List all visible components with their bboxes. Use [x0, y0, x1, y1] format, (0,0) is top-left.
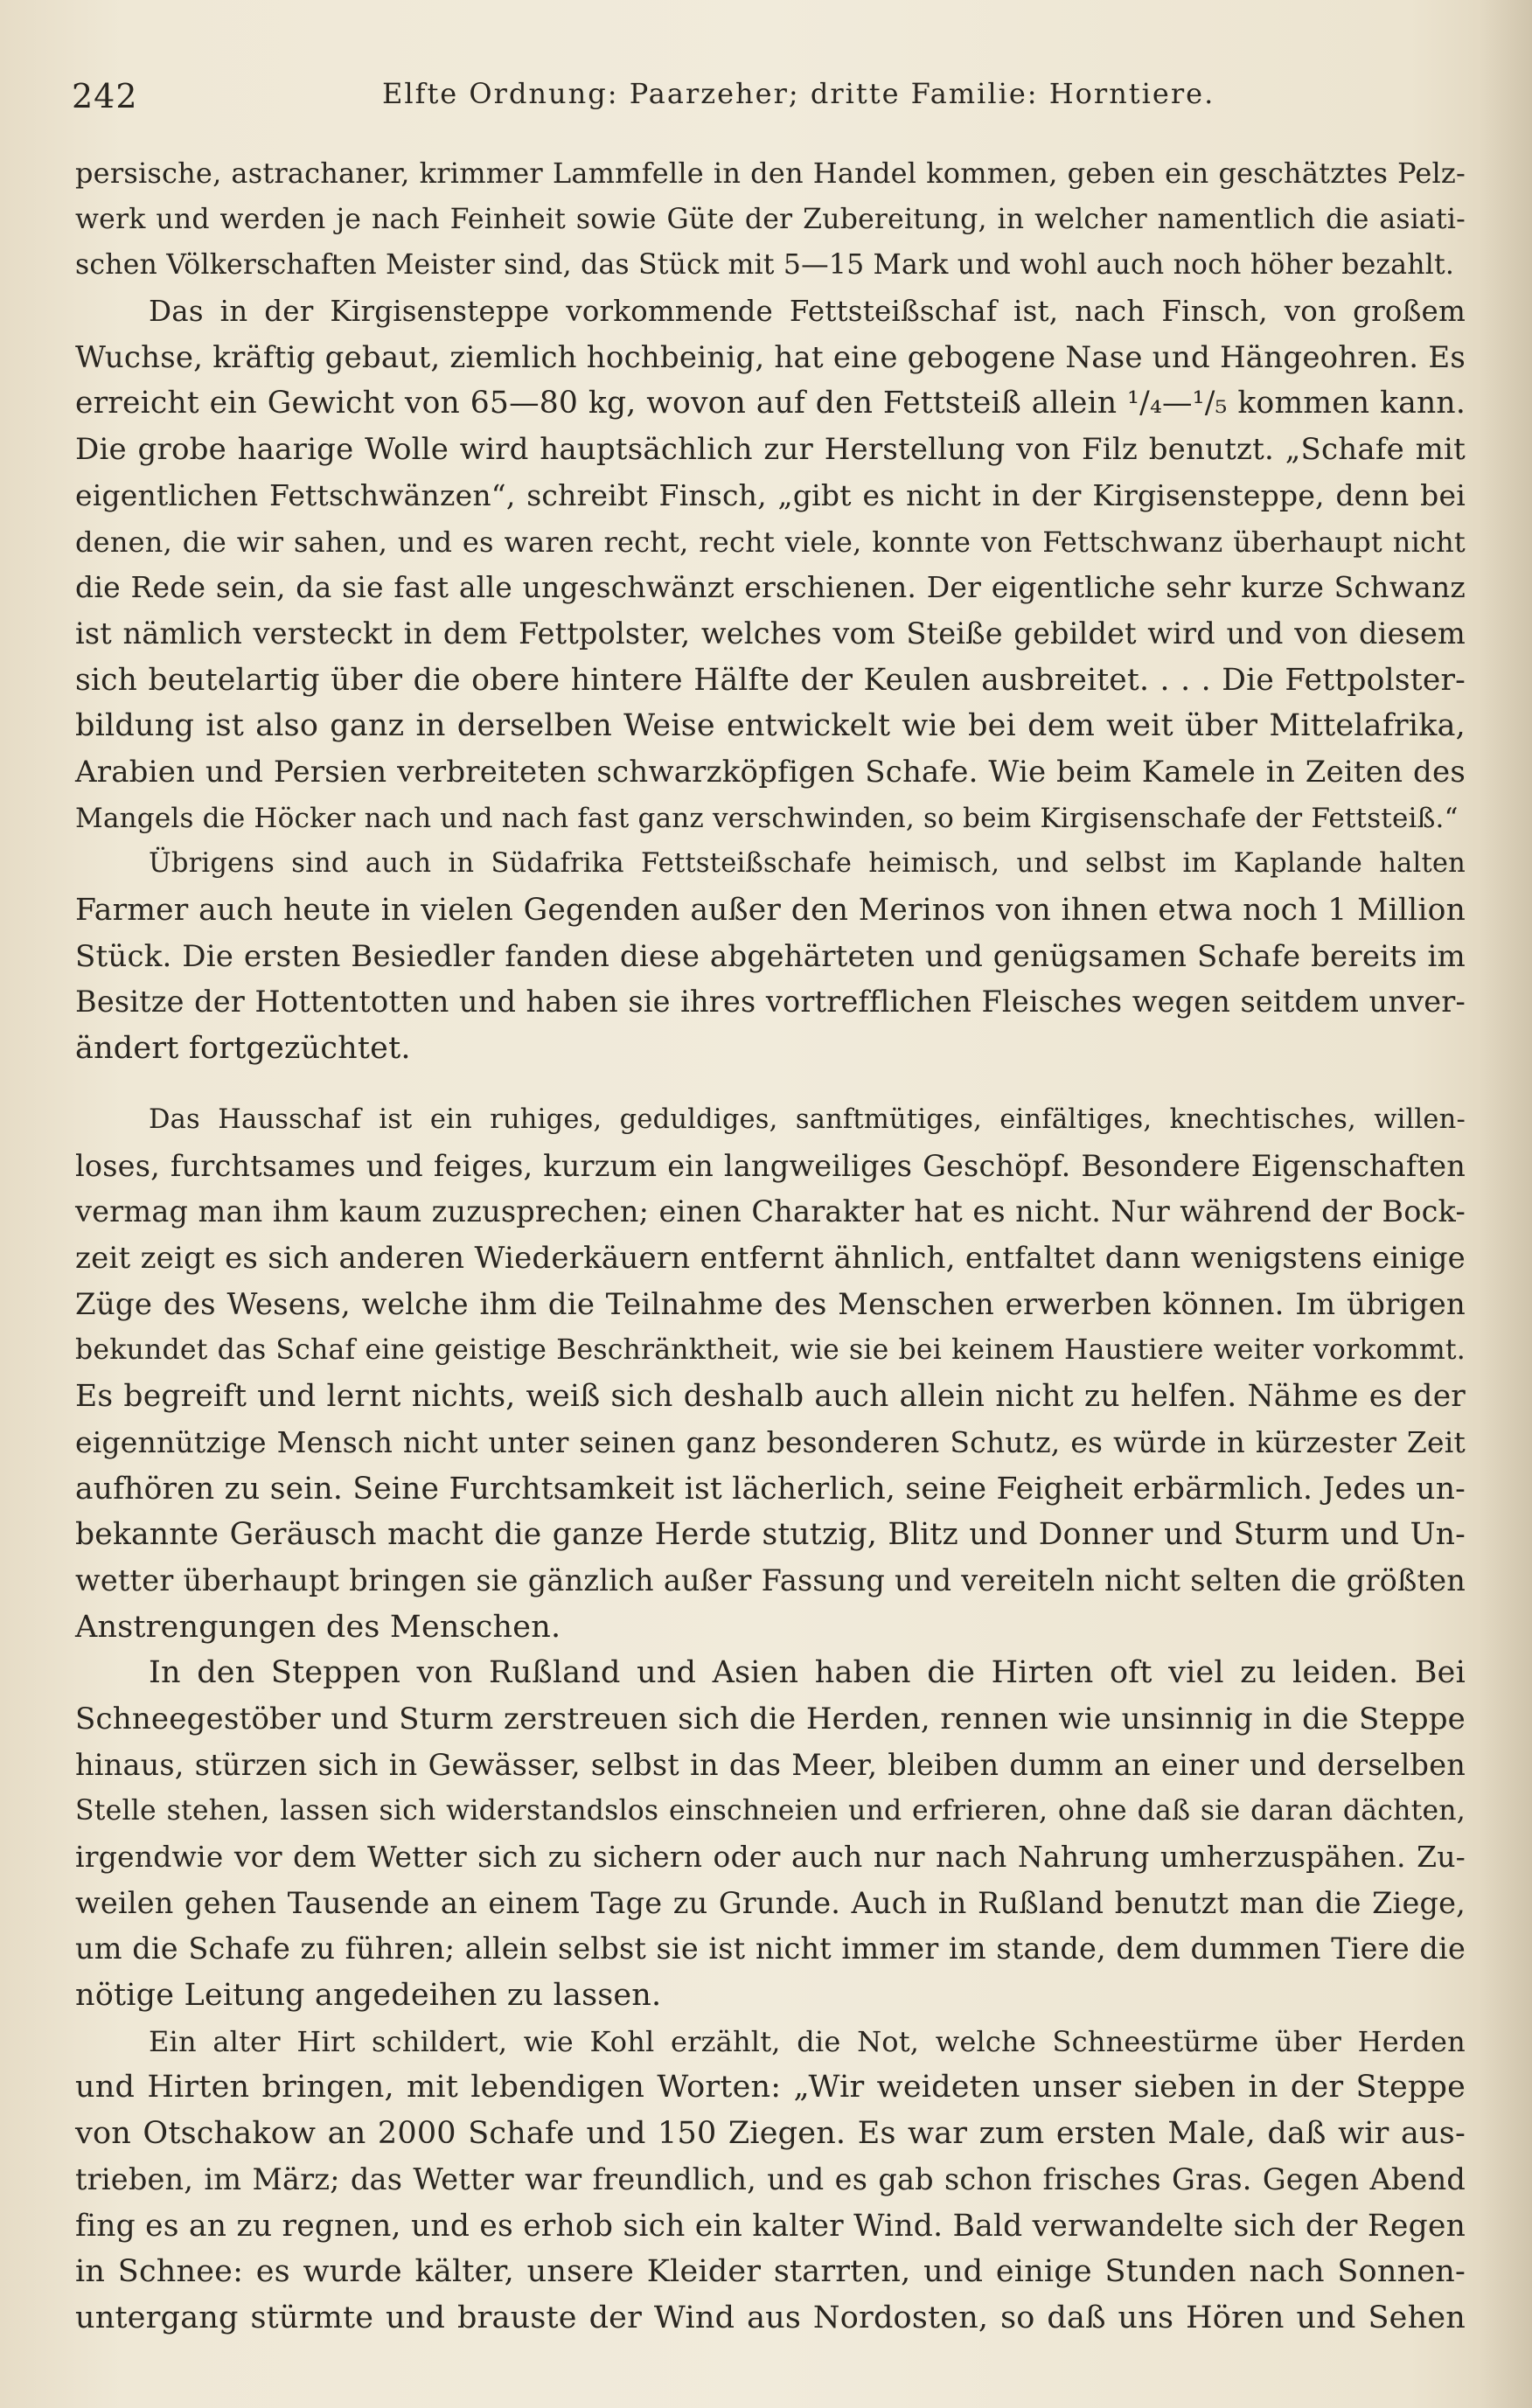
text-line: Wuchse, kräftig gebaut, ziemlich hochbeinig, hat eine gebogene Nase und Hängeohren. Es — [75, 339, 1466, 375]
text-line: Ein alter Hirt schildert, wie Kohl erzählt, die Not, welche Schneestürme über Herden — [149, 2024, 1466, 2058]
text-line: schen Völkerschaften Meister sind, das Stück mit 5—15 Mark und wohl auch noch höher bezahlt. — [75, 249, 1455, 282]
text-line: loses, furchtsames und feiges, kurzum ein langweiliges Geschöpf. Besondere Eigenschaften — [75, 1148, 1466, 1183]
text-line: Arabien und Persien verbreiteten schwarzköpfigen Schafe. Wie beim Kamele in Zeiten des — [75, 754, 1466, 790]
page-number: 242 — [72, 77, 138, 115]
text-line: ändert fortgezüchtet. — [75, 1031, 411, 1067]
text-line: trieben, im März; das Wetter war freundlich, und es gab schon frisches Gras. Gegen Abend — [75, 2161, 1466, 2196]
text-line: Züge des Wesens, welche ihm die Teilnahme des Menschen erwerben können. Im übrigen — [75, 1286, 1466, 1322]
text-line: in Schnee: es wurde kälter, unsere Kleider starrten, und einige Stunden nach Sonnen- — [75, 2254, 1466, 2290]
text-line: und Hirten bringen, mit lebendigen Worten: „Wir weideten unser sieben in der Steppe — [75, 2070, 1466, 2105]
running-head: Elfte Ordnung: Paarzeher; dritte Familie: Horntiere. — [382, 77, 1215, 110]
text-line: denen, die wir sahen, und es waren recht, recht viele, konnte von Fettschwanz überhaupt nicht — [75, 525, 1466, 559]
text-line: Schneegestöber und Sturm zerstreuen sich die Herden, rennen wie unsinnig in die Steppe — [75, 1701, 1466, 1736]
text-line: wetter überhaupt bringen sie gänzlich außer Fassung und vereiteln nicht selten die größten — [75, 1562, 1466, 1597]
text-line: zeit zeigt es sich anderen Wiederkäuern entfernt ähnlich, entfaltet dann wenigstens einige — [75, 1241, 1466, 1277]
text-line: werk und werden je nach Feinheit sowie Güte der Zubereitung, in welcher namentlich die asiati- — [75, 203, 1466, 235]
text-line: von Otschakow an 2000 Schafe und 150 Ziegen. Es war zum ersten Male, daß wir aus- — [75, 2116, 1466, 2152]
text-line: fing es an zu regnen, und es erhob sich ein kalter Wind. Bald verwandelte sich der Regen — [75, 2208, 1466, 2244]
text-line: erreicht ein Gewicht von 65—80 kg, wovon auf den Fettsteiß allein ¹/₄—¹/₅ kommen kann. — [75, 386, 1466, 421]
text-line: eigennützige Mensch nicht unter seinen ganz besonderen Schutz, es würde in kürzester Zeit — [75, 1424, 1466, 1459]
text-line: Das Hausschaf ist ein ruhiges, geduldiges, sanftmütiges, einfältiges, knechtisches, willen- — [149, 1104, 1466, 1135]
text-line: weilen gehen Tausende an einem Tage zu Grunde. Auch in Rußland benutzt man die Ziege, — [75, 1885, 1466, 1920]
text-line: irgendwie vor dem Wetter sich zu sichern oder auch nur nach Nahrung umherzuspähen. Zu- — [75, 1840, 1466, 1874]
page-gutter-shadow — [1480, 0, 1532, 2408]
text-line: vermag man ihm kaum zuzusprechen; einen Charakter hat es nicht. Nur während der Bock- — [75, 1194, 1466, 1229]
text-line: die Rede sein, da sie fast alle ungeschwänzt erschienen. Der eigentliche sehr kurze Schwanz — [75, 570, 1466, 605]
text-line: Besitze der Hottentotten und haben sie ihres vortrefflichen Fleisches wegen seitdem unver- — [75, 985, 1466, 1020]
text-line: hinaus, stürzen sich in Gewässer, selbst in das Meer, bleiben dumm an einer und derselben — [75, 1747, 1466, 1782]
text-line: In den Steppen von Rußland und Asien haben die Hirten oft viel zu leiden. Bei — [149, 1655, 1466, 1691]
text-line: sich beutelartig über die obere hintere Hälfte der Keulen ausbreitet. . . . Die Fettpolster- — [75, 662, 1466, 698]
text-line: aufhören zu sein. Seine Furchtsamkeit ist lächerlich, seine Feigheit erbärmlich. Jedes un- — [75, 1471, 1466, 1507]
text-line: Übrigens sind auch in Südafrika Fettsteißschafe heimisch, und selbst im Kaplande halten — [149, 848, 1466, 880]
text-line: persische, astrachaner, krimmer Lammfelle in den Handel kommen, geben ein geschätztes Pelz- — [75, 157, 1466, 190]
text-line: bildung ist also ganz in derselben Weise entwickelt wie bei dem weit über Mittelafrika, — [75, 708, 1466, 744]
text-line: um die Schafe zu führen; allein selbst sie ist nicht immer im stande, dem dummen Tiere die — [75, 1931, 1466, 1966]
text-section-domestic-sheep — [75, 1097, 1466, 2342]
text-line: Stelle stehen, lassen sich widerstandslos einschneien und erfrieren, ohne daß sie daran dächten, — [75, 1795, 1466, 1827]
page-header — [72, 70, 1488, 131]
text-line: Farmer auch heute in vielen Gegenden außer den Merinos von ihnen etwa noch 1 Million — [75, 893, 1466, 928]
text-section-fat-tailed-sheep — [75, 150, 1466, 1072]
text-line: Die grobe haarige Wolle wird hauptsächlich zur Herstellung von Filz benutzt. „Schafe mit — [75, 432, 1466, 468]
text-line: Anstrengungen des Menschen. — [75, 1609, 561, 1645]
text-line: nötige Leitung angedeihen zu lassen. — [75, 1978, 662, 2014]
text-line: ist nämlich versteckt in dem Fettpolster, welches vom Steiße gebildet wird und von diesem — [75, 616, 1466, 651]
text-line: bekannte Geräusch macht die ganze Herde stutzig, Blitz und Donner und Sturm und Un- — [75, 1517, 1466, 1553]
text-line: bekundet das Schaf eine geistige Beschränktheit, wie sie bei keinem Haustiere weiter vorkommt. — [75, 1334, 1466, 1367]
text-line: Das in der Kirgisensteppe vorkommende Fettsteißschaf ist, nach Finsch, von großem — [149, 295, 1466, 329]
text-line: Es begreift und lernt nichts, weiß sich deshalb auch allein nicht zu helfen. Nähme es der — [75, 1379, 1466, 1415]
text-line: untergang stürmte und brauste der Wind aus Nordosten, so daß uns Hören und Sehen — [75, 2300, 1466, 2335]
text-line: Mangels die Höcker nach und nach fast ganz verschwinden, so beim Kirgisenschafe der Fettsteiß.“ — [75, 802, 1459, 834]
text-line: Stück. Die ersten Besiedler fanden diese abgehärteten und genügsamen Schafe bereits im — [75, 938, 1466, 974]
text-line: eigentlichen Fettschwänzen“, schreibt Finsch, „gibt es nicht in der Kirgisensteppe, denn bei — [75, 477, 1466, 512]
